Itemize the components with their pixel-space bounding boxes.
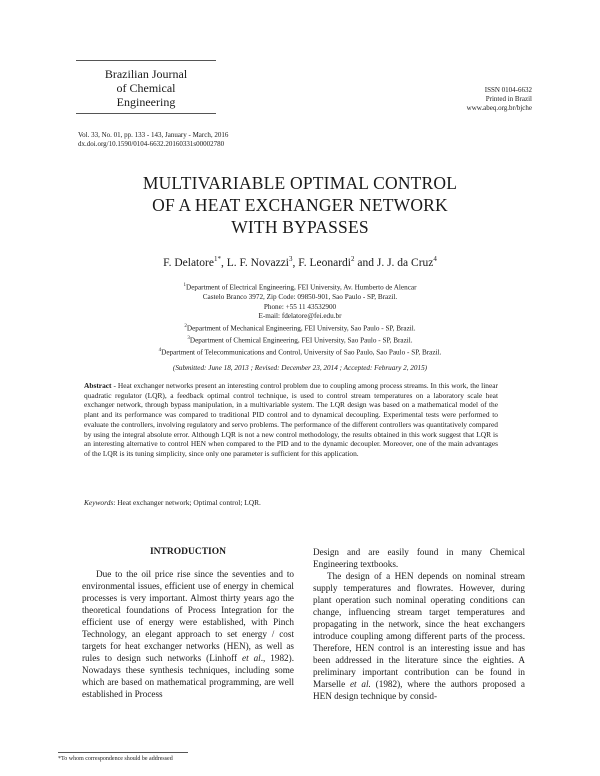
- journal-url[interactable]: www.abeq.org.br/bjche: [466, 104, 532, 112]
- journal-title: Brazilian Journal of Chemical Engineering: [104, 67, 188, 109]
- affiliation-4: $^4$Department of Telecommunications and Control, University of Sao Paulo, Sao Paulo - SP, Brazil.: [158, 347, 442, 357]
- affiliation-1: $^1$Department of Electrical Engineering, FEI University, Av. Humberto de Alencar: [183, 283, 417, 292]
- paper-title: MULTIVARIABLE OPTIMAL CONTROL OF A HEAT EXCHANGER NETWORK WITH BYPASSES: [142, 173, 458, 237]
- intro-paragraph-2: The design of a HEN depends on nominal stream supply temperatures and flowrates. However, during plant operation such nominal operating conditions can change, influencing stream target temperatures and propagating in the network, since the heat exchangers introduce coupling among different parts of the process. Therefore, HEN control is an interesting issue and has been addressed in the literature since the eighties. A preliminary important contribution can be found in Marselle et al. (1982), where the authors proposed a HEN design technique by consid-: [313, 571, 525, 701]
- keywords: Keywords: Heat exchanger network; Optimal control; LQR.: [84, 498, 261, 507]
- affiliation-3: $^3$Department of Chemical Engineering, FEI University, Sao Paulo - SP, Brazil.: [187, 335, 413, 345]
- footnote-rule: [58, 752, 188, 753]
- section-heading: INTRODUCTION: [149, 547, 226, 557]
- author-list: F. Delatore$^{1*}$, L. F. Novazzi$^3$, F. Leonardi$^2$ and J. J. da Cruz$^4$: [163, 255, 437, 269]
- continued-paragraph: Design and are easily found in many Chemical Engineering textbooks.: [313, 547, 525, 569]
- issn-block: ISSN 0104-6632 Printed in Brazil www.abeq.org.br/bjche: [466, 86, 532, 112]
- volume-line: Vol. 33, No. 01, pp. 133 - 143, January - March, 2016: [78, 131, 229, 139]
- keywords-label: Keywords: [84, 498, 114, 507]
- affiliations: $^1$Department of Electrical Engineering, FEI University, Av. Humberto de Alencar Castelo Branco 3972, Zip Code: 09850-901, Sao Paulo - SP, Brazil. Phone: +55 11 43532900 E-mail: fdelatore@fei.edu.br $^2$Department of Mechanical Engineering, FEI University, Sao Paulo - SP, Brazil. $^3$Department of Chemical Engineering, FEI University, Sao Paulo - SP, Brazil. $^4$Department of Telecommunications and Control, University of Sao Paulo, Sao Paulo - SP, Brazil.: [0, 281, 600, 358]
- bottom-rule: [76, 113, 216, 114]
- citation-info: [78, 131, 228, 148]
- journal-header: [76, 60, 216, 114]
- abstract-label: Abstract: [84, 381, 112, 390]
- right-column: [313, 546, 525, 702]
- doi-line[interactable]: dx.doi.org/10.1590/0104-6632.20160331s00002780: [78, 139, 225, 148]
- footnote-text: *To whom correspondence should be addressed: [58, 756, 173, 762]
- email[interactable]: E-mail: fdelatore@fei.edu.br: [258, 312, 342, 321]
- submission-dates: (Submitted: June 18, 2013 ; Revised: December 23, 2014 ; Accepted: February 2, 2015): [172, 364, 428, 372]
- footnote: [58, 752, 238, 762]
- intro-paragraph-1: Due to the oil price rise since the seventies and to environmental issues, efficient use of energy in chemical processes is very important. Almost thirty years ago the theoretical foundations of Process Integration for the efficient use of energy were established, with Pinch Technology, an elegant approach to set energy / cost targets for heat exchanger networks (HEN), as well as rules to design such networks (Linhoff et al., 1982). Nowadays these synthesis techniques, including some which are based on mathematical programming, are well established in Process: [82, 569, 294, 699]
- abstract-text: - Heat exchanger networks present an interesting control problem due to coupling among process streams. In this work, the linear quadratic regulator (LQR), a feedback optimal control technique, is used to control stream temperatures on a laboratory scale heat exchanger network, through bypass manipulation, in a multivariable system. The LQR design was based on a mathematical model of the plant and its performance was compared to traditional PID control and to dynamical decoupling. Experimental tests were performed to evaluate the controllers, involving regulatory and servo problems. The performance of the different controllers was quantitatively compared by using the integral absolute error. Although LQR is not a new control methodology, the results obtained in this work suggest that LQR is an interesting alternative to control HEN when compared to the PID and to the dynamic decoupler. Moreover, one of the main advantages of the LQR is its tuning simplicity, since only one parameter is sufficient for this application.: [84, 381, 498, 458]
- abstract: [84, 381, 498, 459]
- left-column: [82, 546, 294, 700]
- affiliation-2: $^2$Department of Mechanical Engineering, FEI University, Sao Paulo - SP, Brazil.: [184, 323, 416, 333]
